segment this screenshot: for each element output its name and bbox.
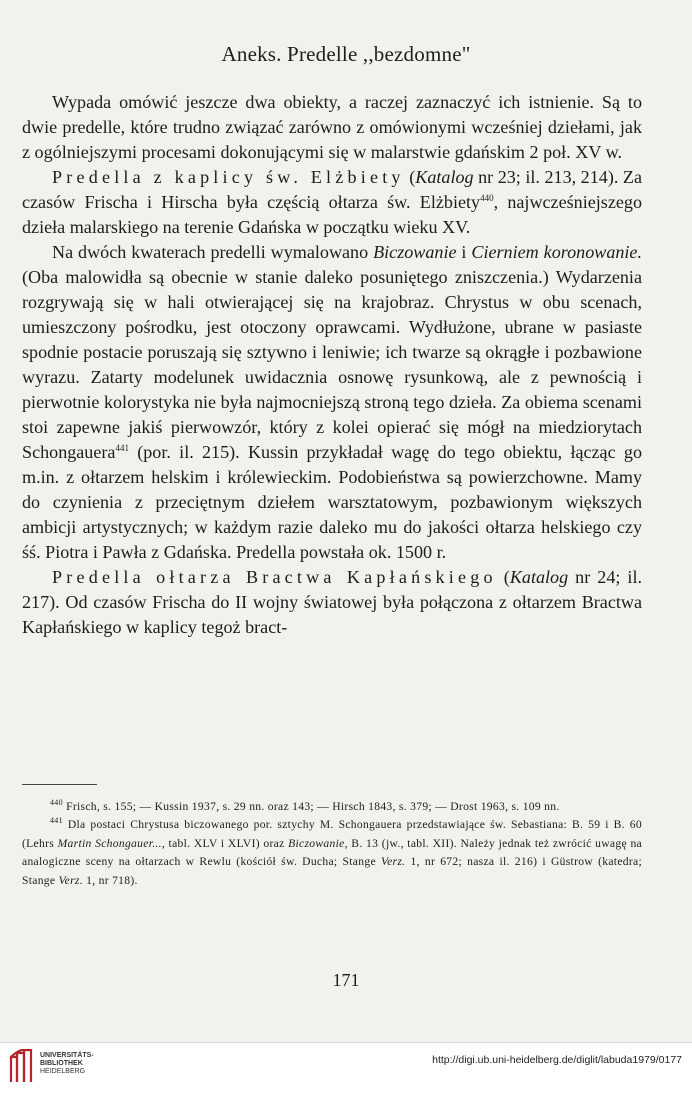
footnote-divider [22, 784, 97, 785]
page-number: 171 [332, 970, 360, 990]
paragraph [22, 90, 642, 165]
text-run: (por. il. 215). Kussin przykładał wagę do tego obiektu, łącząc go m.in. z ołtarzem helskim i królewieckim. Podobieństwa są powierzchowne. Mamy do czynienia z przeciętnym dziełem warsztatowym, pozbawionym większych ambicji artystycznych; w każdym razie daleko mu do jakości ołtarza helskiego czy śś. Piotra i Pawła z Gdańska. Predella powstała ok. 1500 r. [22, 442, 642, 562]
footnotes [22, 798, 642, 890]
paragraph-text: Wypada omówić jeszcze dwa obiekty, a raczej zaznaczyć ich istnienie. Są to dwie predelle, które trudno związać zarówno z omówionymi wcześniej dziełami, jak z ogólniejszymi procesami dokonującymi się w malarstwie gdańskim 2 poł. XV w. [22, 92, 642, 162]
permalink-url[interactable]: http://digi.ub.uni-heidelberg.de/diglit/labuda1979/0177 [432, 1054, 682, 1066]
running-header: Aneks. Predelle ,,bezdomne" [221, 42, 471, 66]
footnote-number: 440 [50, 798, 63, 808]
footnote-441 [22, 816, 642, 890]
footnote-reference[interactable]: 441 [115, 442, 129, 453]
footnote-text: , B. 13 (jw., tabl. XII). Należy jednak też zwrócić uwagę na analogiczne sceny na ołtarzach w Rewlu (kościół św. Ducha; Stange [22, 836, 642, 869]
text-run: (Oba malowidła są obecnie w stanie daleko posuniętego zniszczenia.) Wydarzenia rozgrywają się w hali otwierającej się na krajobraz. Chrystus w obu scenach, umieszczony pośrodku, jest otoczony oprawcami. Wydłużone, ubrane w pasiaste spodnie postacie poruszają się sztywno i leniwie; ich twarze są okrągłe i pozbawione wyrazu. Zatarty modelunek uwidacznia osnowę rysunkową, ale z pewnością i pierwotnie kolorystyka nie była najmocniejszą stroną tego dzieła. Za obiema scenami stoi zapewne jakiś pierwowzór, który z kolei opierać się mógł na miedziorytach Schongauera [22, 267, 642, 462]
footnote-reference[interactable]: 440 [480, 192, 494, 203]
library-name [40, 1052, 94, 1076]
italic-text: Verz. [381, 855, 406, 869]
text-run: nr 23; il. 213, 214). Za czasów Frischa i Hirscha była częścią ołtarza św. Elżbiety [22, 167, 642, 212]
italic-text: Biczowanie [288, 836, 345, 850]
italic-text: Cierniem koronowanie. [471, 242, 642, 262]
italic-text: Katalog [415, 167, 474, 187]
footnote-text: 1, nr 672; nasza il. 216) i Güstrow (katedra; Stange [22, 855, 642, 887]
italic-text: Verz. [58, 873, 83, 887]
paragraph [22, 565, 642, 640]
text-run: ( [404, 167, 416, 187]
spaced-heading-text: Predella z kaplicy św. Elżbiety [52, 167, 405, 187]
text-run: , najwcześniejszego dzieła malarskiego na terenie Gdańska w początku wieku XV. [22, 192, 642, 237]
paragraph [22, 165, 642, 240]
text-run: ( [496, 567, 510, 587]
text-run: Na dwóch kwaterach predelli wymalowano [52, 242, 374, 262]
library-name-line: HEIDELBERG [40, 1068, 86, 1075]
italic-text: Katalog [509, 567, 569, 587]
spaced-heading-text: Predella ołtarza Bractwa Kapłańskiego [52, 567, 497, 587]
footnote-number: 441 [50, 816, 63, 826]
italic-text: Martin Schongauer... [57, 836, 162, 850]
paragraph [22, 240, 642, 565]
footnote-440 [22, 798, 642, 816]
main-text [22, 90, 642, 640]
footnote-text: Frisch, s. 155; — Kussin 1937, s. 29 nn. oraz 143; — Hirsch 1843, s. 379; — Drost 1963, s. 109 nn. [62, 800, 560, 813]
library-logo-icon [8, 1049, 34, 1083]
text-run: i [456, 242, 472, 262]
footnote-text: 1, nr 718). [82, 873, 138, 887]
footer-bar [0, 1042, 692, 1093]
italic-text: Biczowanie [373, 242, 457, 262]
text-run: nr 24; il. 217). Od czasów Frischa do II wojny światowej była połączona z ołtarzem Bractwa Kapłańskiego w kaplicy tegoż bract- [22, 567, 642, 637]
footnote-text: Dla postaci Chrystusa biczowanego por. sztychy M. Schongauera przedstawiające św. Sebastiana: B. 59 i B. 60 (Lehrs [22, 818, 642, 850]
library-name-line: BIBLIOTHEK [40, 1060, 83, 1067]
footnote-text: , tabl. XLV i XLVI) oraz [161, 836, 289, 850]
library-name-line: UNIVERSITÄTS- [40, 1052, 94, 1059]
